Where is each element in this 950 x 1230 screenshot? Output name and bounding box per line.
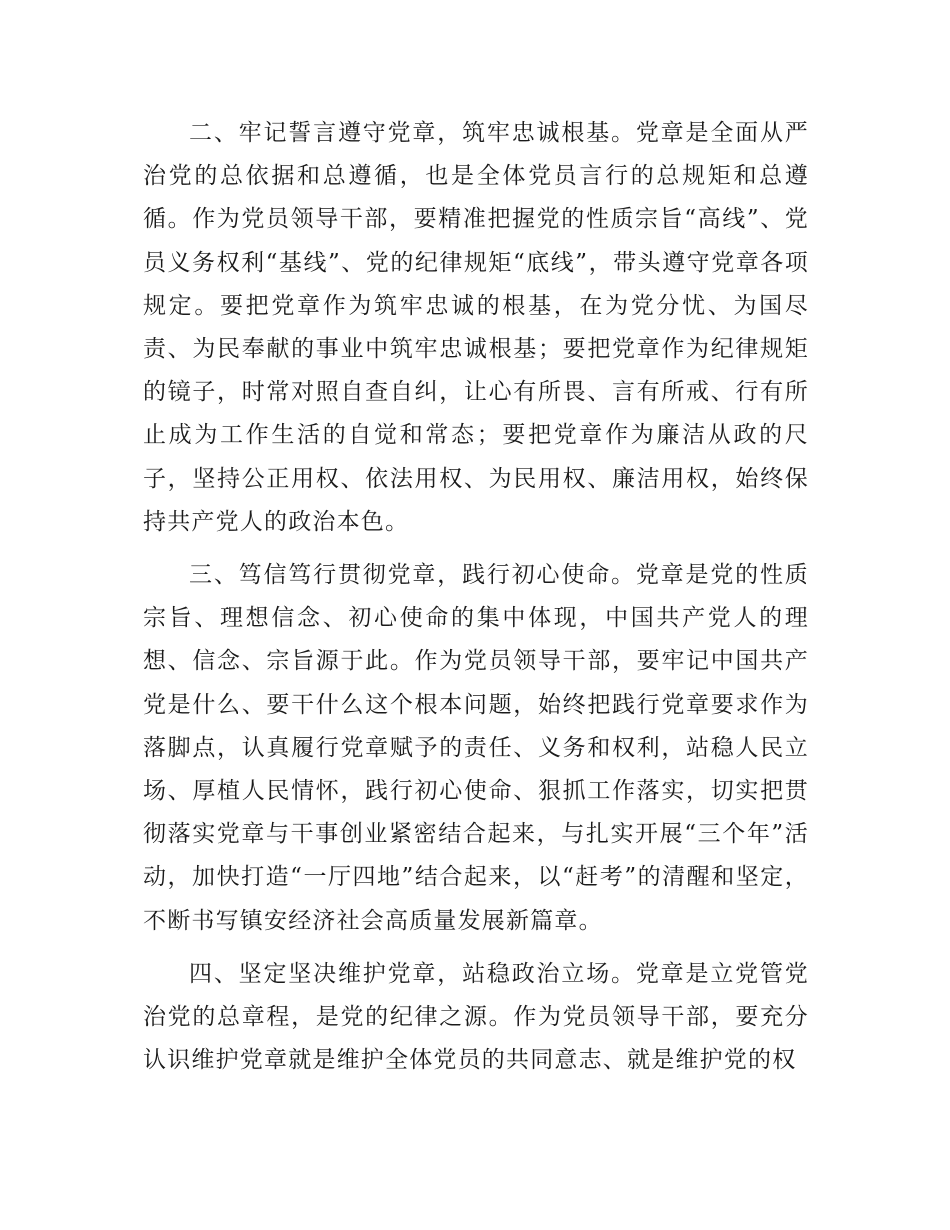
paragraph-section-2: 二、牢记誓言遵守党章，筑牢忠诚根基。党章是全面从严治党的总依据和总遵循，也是全体党员言行的总规矩和总遵循。作为党员领导干部，要精准把握党的性质宗旨“高线”、党员义务权利“基线”、党的纪律规矩“底线”，带头遵守党章各项规定。要把党章作为筑牢忠诚的根基，在为党分忧、为国尽责、为民奉献的事业中筑牢忠诚根基；要把党章作为纪律规矩的镜子，时常对照自查自纠，让心有所畏、言有所戒、行有所止成为工作生活的自觉和常态；要把党章作为廉洁从政的尺子，坚持公正用权、依法用权、为民用权、廉洁用权，始终保持共产党人的政治本色。: [143, 120, 809, 535]
paragraph-section-4: 四、坚定坚决维护党章，站稳政治立场。党章是立党管党治党的总章程，是党的纪律之源。作为党员领导干部，要充分认识维护党章就是维护全体党员的共同意志、就是维护党的权: [143, 960, 809, 1074]
document-body: [143, 112, 809, 1092]
paragraph-section-3: 三、笃信笃行贯彻党章，践行初心使命。党章是党的性质宗旨、理想信念、初心使命的集中体现，中国共产党人的理想、信念、宗旨源于此。作为党员领导干部，要牢记中国共产党是什么、要干什么这个根本问题，始终把践行党章要求作为落脚点，认真履行党章赋予的责任、义务和权利，站稳人民立场、厚植人民情怀，践行初心使命、狠抓工作落实，切实把贯彻落实党章与干事创业紧密结合起来，与扎实开展“三个年”活动，加快打造“一厅四地”结合起来，以“赶考”的清醒和坚定，不断书写镇安经济社会高质量发展新篇章。: [143, 562, 809, 934]
